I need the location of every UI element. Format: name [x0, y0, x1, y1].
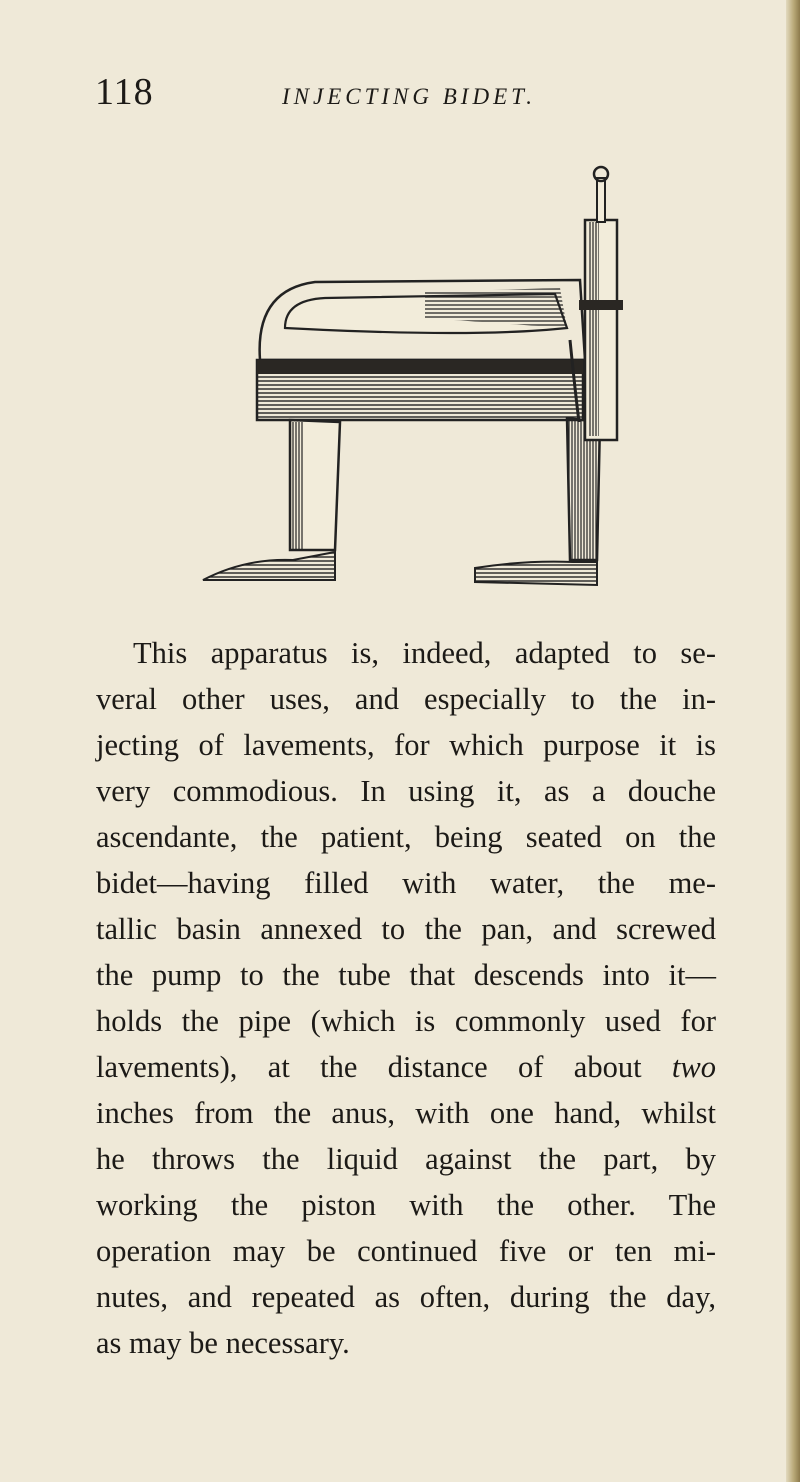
running-head: INJECTING BIDET.	[282, 84, 536, 109]
bidet-engraving	[175, 160, 635, 600]
left-foot	[203, 552, 335, 580]
text-line: the pump to the tube that descends into it—	[96, 958, 716, 992]
text-line: bidet—having filled with water, the me-	[96, 866, 716, 900]
text-line: inches from the anus, with one hand, whilst	[96, 1096, 716, 1130]
italic-word: two	[671, 1050, 716, 1084]
body-paragraph	[96, 630, 716, 1366]
text-line: ascendante, the patient, being seated on the	[96, 820, 716, 854]
bidet-illustration	[175, 160, 635, 600]
text-line: working the piston with the other. The	[96, 1188, 716, 1222]
text-line-with-italic	[96, 1044, 716, 1090]
text-line: nutes, and repeated as often, during the day,	[96, 1280, 716, 1314]
text-line: as may be necessary.	[96, 1326, 350, 1360]
page-number: 118	[95, 71, 154, 113]
pump-rod	[597, 178, 605, 222]
text-line: he throws the liquid against the part, by	[96, 1142, 716, 1176]
page-edge	[786, 0, 800, 1482]
text-line: tallic basin annexed to the pan, and screwed	[96, 912, 716, 946]
text-line: jecting of lavements, for which purpose it is	[96, 728, 716, 762]
text-line: veral other uses, and especially to the in-	[96, 682, 716, 716]
text-line: holds the pipe (which is commonly used for	[96, 1004, 716, 1038]
right-foot	[475, 562, 597, 585]
text-line: operation may be continued five or ten mi-	[96, 1234, 716, 1268]
text-line-part: lavements), at the distance of about	[96, 1050, 642, 1084]
text-line: very commodious. In using it, as a douche	[96, 774, 716, 808]
text-line: This apparatus is, indeed, adapted to se-	[133, 636, 716, 670]
